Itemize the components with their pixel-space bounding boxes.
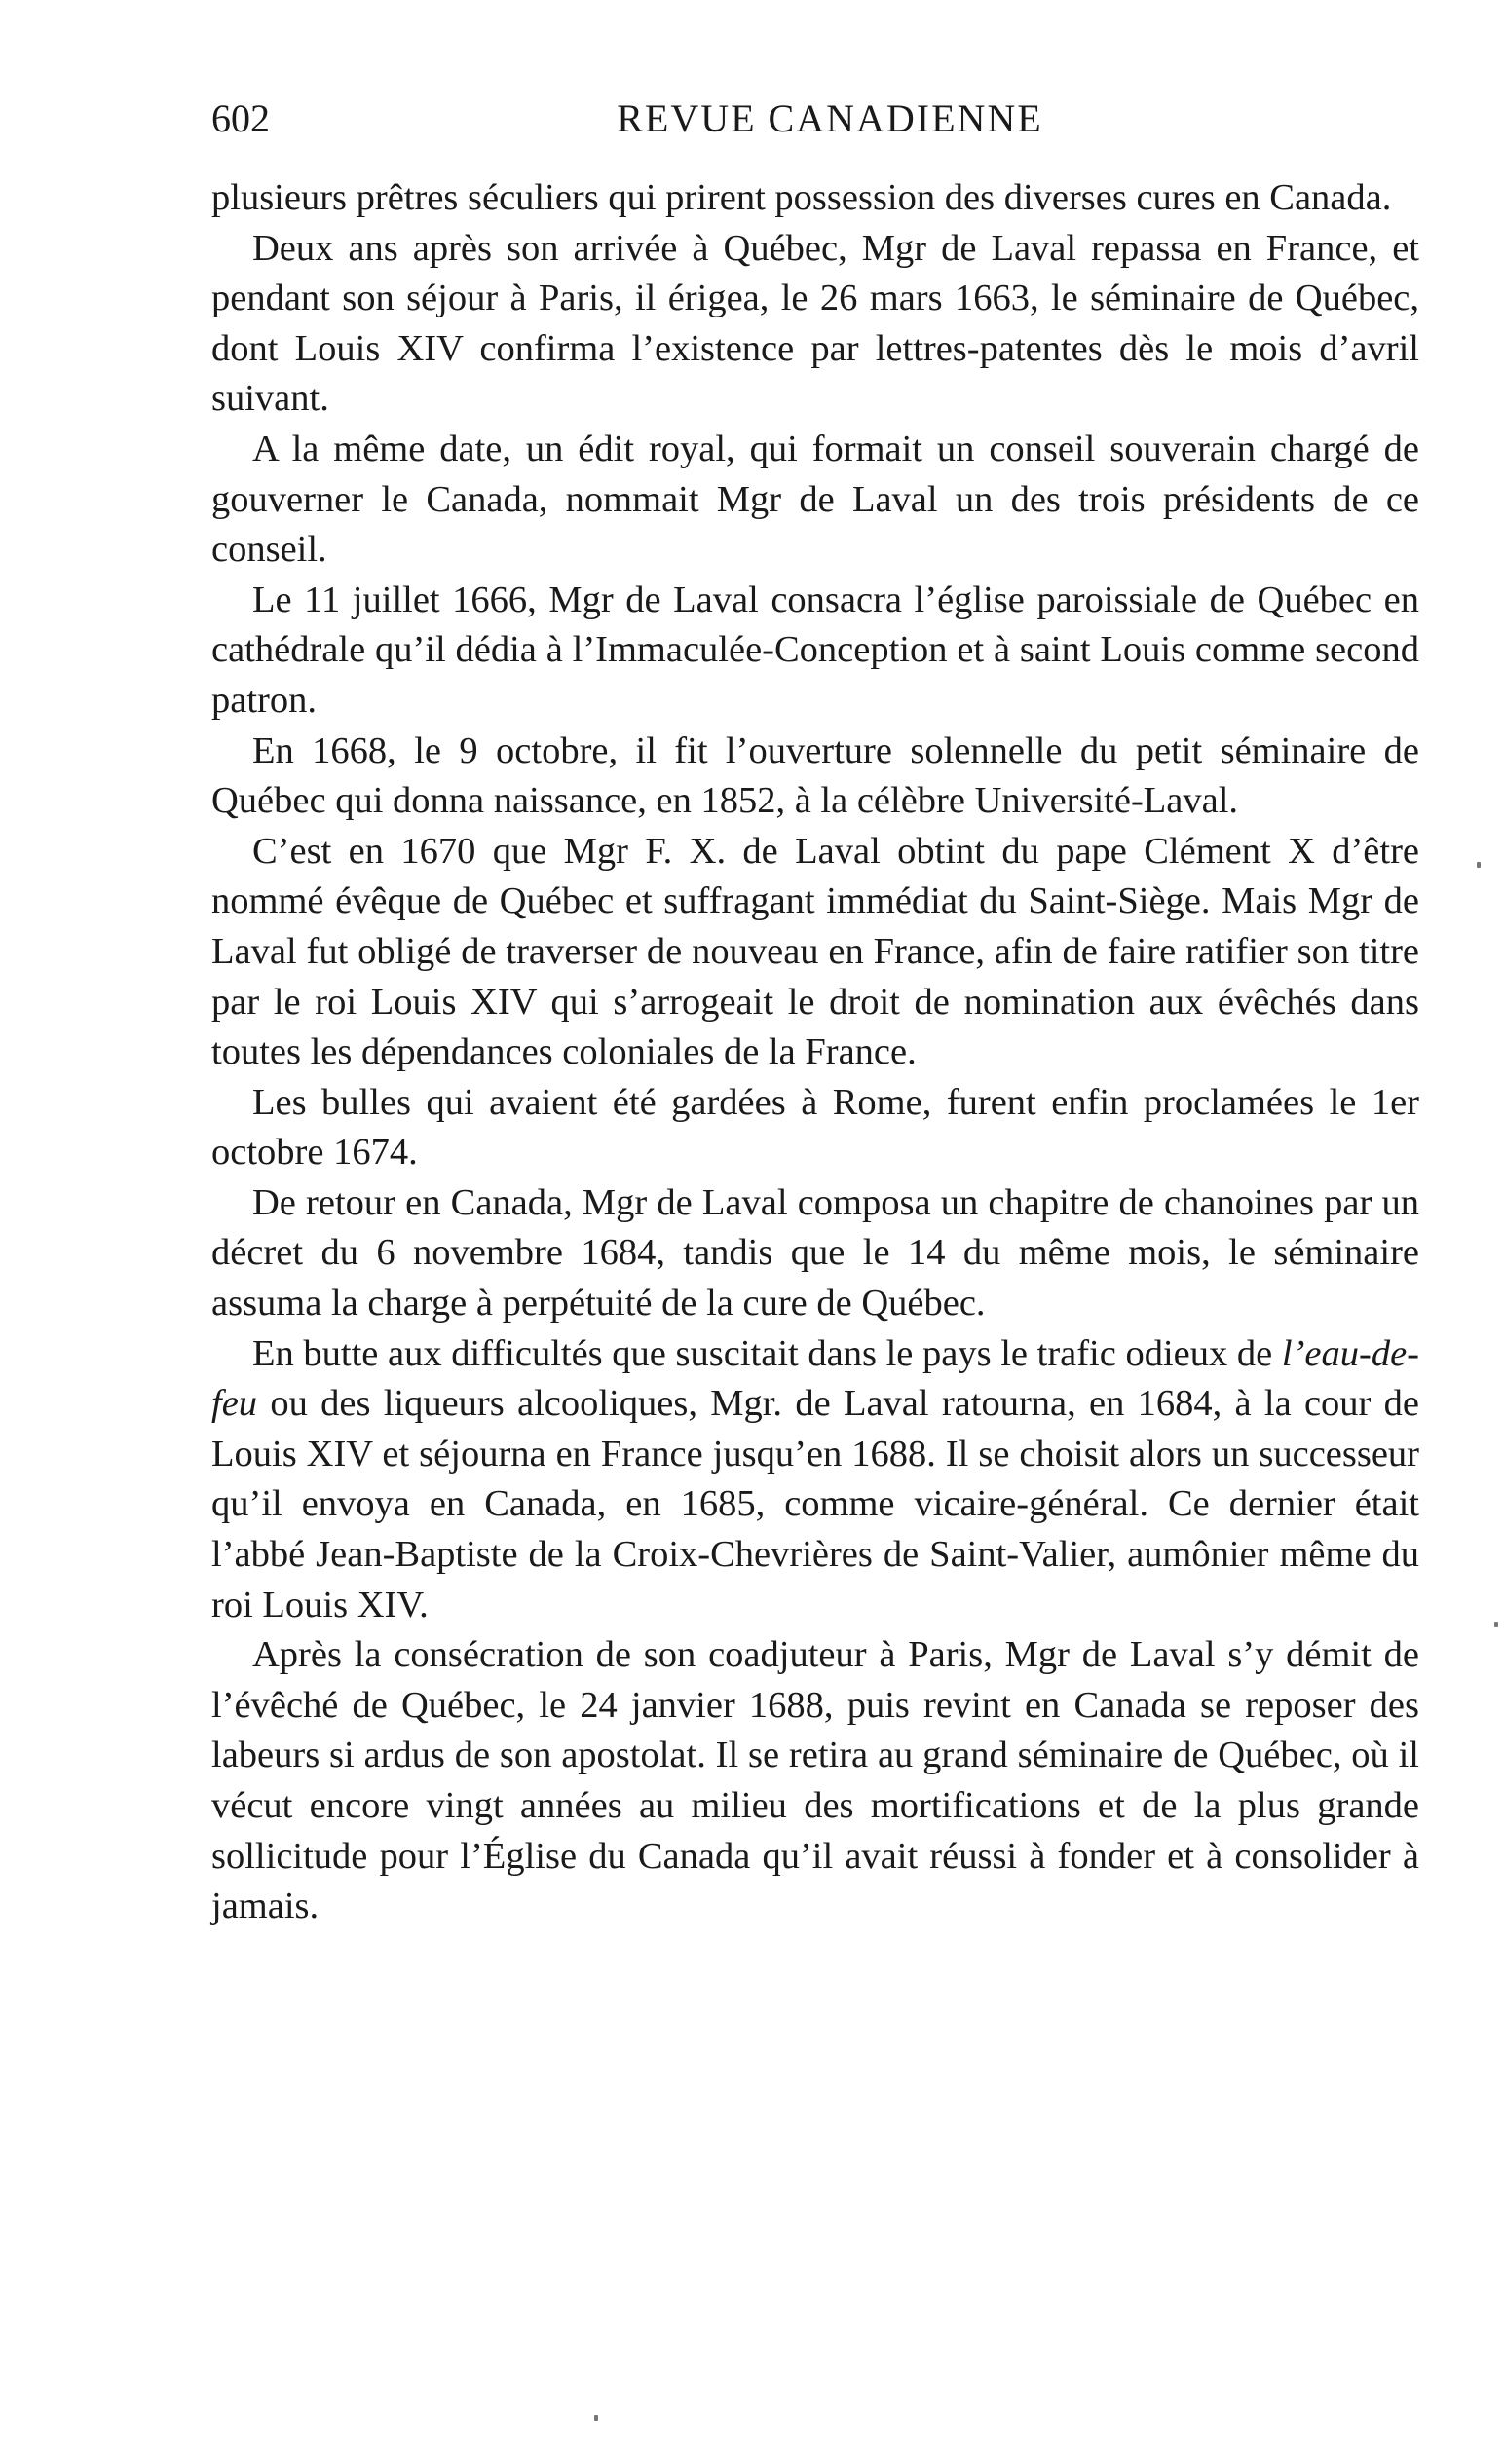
paragraph-seminary-founding: Deux ans après son arrivée à Québec, Mgr de Laval repassa en France, et pendant son séjour à Paris, il érigea, le 26 mars 1663, le séminaire de Québec, dont Louis XIV confirma l’existence par lettres-patentes dès le mois d’avril suivant. xyxy=(211,227,1419,420)
paragraph-royal-edict: A la même date, un édit royal, qui formait un conseil souverain chargé de gouverner le Canada, nommait Mgr de Laval un des trois présidents de ce conseil. xyxy=(211,428,1419,571)
page-number: 602 xyxy=(211,96,270,140)
paragraph-chapter-of-canons: De retour en Canada, Mgr de Laval composa un chapitre de chanoines par un décret du 6 novembre 1684, tandis que le 14 du même mois, le séminaire assuma la charge à perpétuité de la cure de Québec. xyxy=(211,1181,1419,1325)
margin-speck xyxy=(1494,1622,1498,1627)
paragraph-papal-bulls: Les bulles qui avaient été gardées à Rome, furent enfin proclamées le 1er octobre 1674. xyxy=(211,1081,1419,1174)
eau-de-feu-italic: l’eau-de-feu xyxy=(211,1332,1419,1425)
journal-title: REVUE CANADIENNE xyxy=(617,96,1043,140)
paragraph-cathedral-consecration: Le 11 juillet 1666, Mgr de Laval consacra l’église paroissiale de Québec en cathédrale qu’il dédia à l’Immaculée-Conception et à saint Louis comme second patron. xyxy=(211,579,1419,721)
paragraph-bishop-nomination: C’est en 1670 que Mgr F. X. de Laval obtint du pape Clément X d’être nommé évêque de Québec et suffragant immédiat du Saint-Siège. Mais Mgr de Laval fut obligé de traverser de nouveau en France, afin de faire ratifier son titre par le roi Louis XIV qui s’arrogeait le droit de nomination aux évêchés dans toutes les dépendances coloniales de la France. xyxy=(211,830,1419,1073)
margin-speck xyxy=(1477,862,1481,868)
paragraph-continuation: plusieurs prêtres séculiers qui prirent possession des diverses cures en Canada. xyxy=(211,177,1392,218)
liquor-text-after: ou des liqueurs alcooliques, Mgr. de Laval ratourna, en 1684, à la cour de Louis XIV et séjourna en France jusqu’en 1688. Il se choisit alors un successeur qu’il envoya en Canada, en 1685, comme vicaire-général. Ce dernier était l’abbé Jean-Baptiste de la Croix-Chevrières de Saint-Valier, aumônier même du roi Louis XIV. xyxy=(211,1383,1419,1625)
bottom-speck xyxy=(594,2415,598,2421)
paragraph-petit-seminaire: En 1668, le 9 octobre, il fit l’ouverture solennelle du petit séminaire de Québec qui donna naissance, en 1852, à la célèbre Université-Laval. xyxy=(211,729,1419,822)
paragraph-resignation: Après la consécration de son coadjuteur à Paris, Mgr de Laval s’y démit de l’évêché de Québec, le 24 janvier 1688, puis revint en Canada se reposer des labeurs si ardus de son apostolat. Il se retira au grand séminaire de Québec, où il vécut encore vingt années au milieu des mortifications et de la plus grande sollicitude pour l’Église du Canada qu’il avait réussi à fonder et à consolider à jamais. xyxy=(211,1634,1419,1927)
running-head xyxy=(211,90,1419,148)
liquor-text-before: En butte aux difficultés que suscitait dans le pays le trafic odieux de xyxy=(252,1332,1282,1374)
paragraph-liquor-trade xyxy=(211,1329,1419,1631)
body-text xyxy=(211,173,1419,1932)
